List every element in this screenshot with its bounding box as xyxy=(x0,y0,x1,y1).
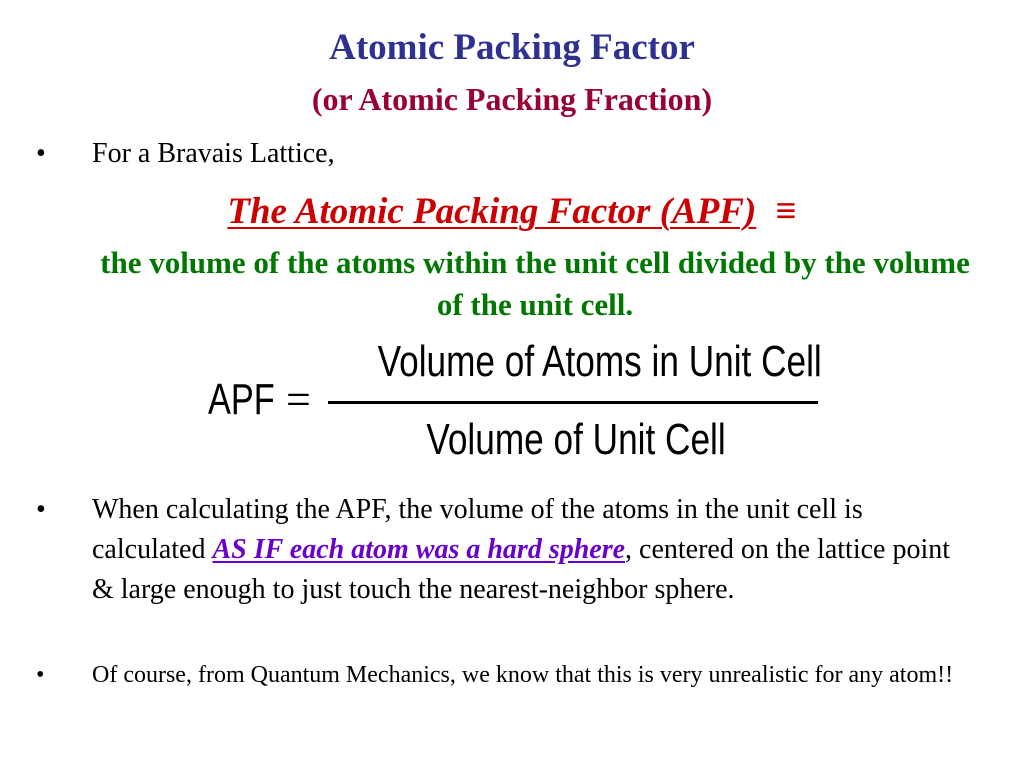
bullet2-before: When calculating the APF, the volume of the atoms in the unit cell is calculated xyxy=(92,494,863,565)
bullet-text xyxy=(92,490,972,610)
formula-denominator: Volume of Unit Cell xyxy=(426,415,726,464)
bullet2-after: , centered on the lattice point & large enough to just touch the nearest-neighbor sphere. xyxy=(92,534,951,605)
bullet-dot: • xyxy=(36,138,46,169)
slide-subtitle: (or Atomic Packing Fraction) xyxy=(311,81,713,117)
bullet-dot: • xyxy=(36,662,45,688)
slide-title: Atomic Packing Factor xyxy=(329,27,695,68)
bullet-dot: • xyxy=(36,494,46,525)
definition-heading xyxy=(0,188,1024,236)
hard-sphere-emphasis: AS IF each atom was a hard sphere xyxy=(212,534,626,565)
equivalence-symbol: ≡ xyxy=(775,191,797,232)
bullet-text: For a Bravais Lattice, xyxy=(92,138,335,169)
bullet-text: Of course, from Quantum Mechanics, we know that this is very unrealistic for any atom!! xyxy=(92,662,954,688)
definition-heading-text: The Atomic Packing Factor (APF) xyxy=(227,191,757,232)
formula-equals: = xyxy=(286,375,311,424)
definition-body: the volume of the atoms within the unit cell divided by the volume of the unit cell. xyxy=(100,245,970,322)
formula-lhs: APF xyxy=(208,375,275,424)
formula-numerator: Volume of Atoms in Unit Cell xyxy=(377,337,822,386)
apf-formula xyxy=(200,330,840,470)
fraction-bar xyxy=(328,401,818,404)
